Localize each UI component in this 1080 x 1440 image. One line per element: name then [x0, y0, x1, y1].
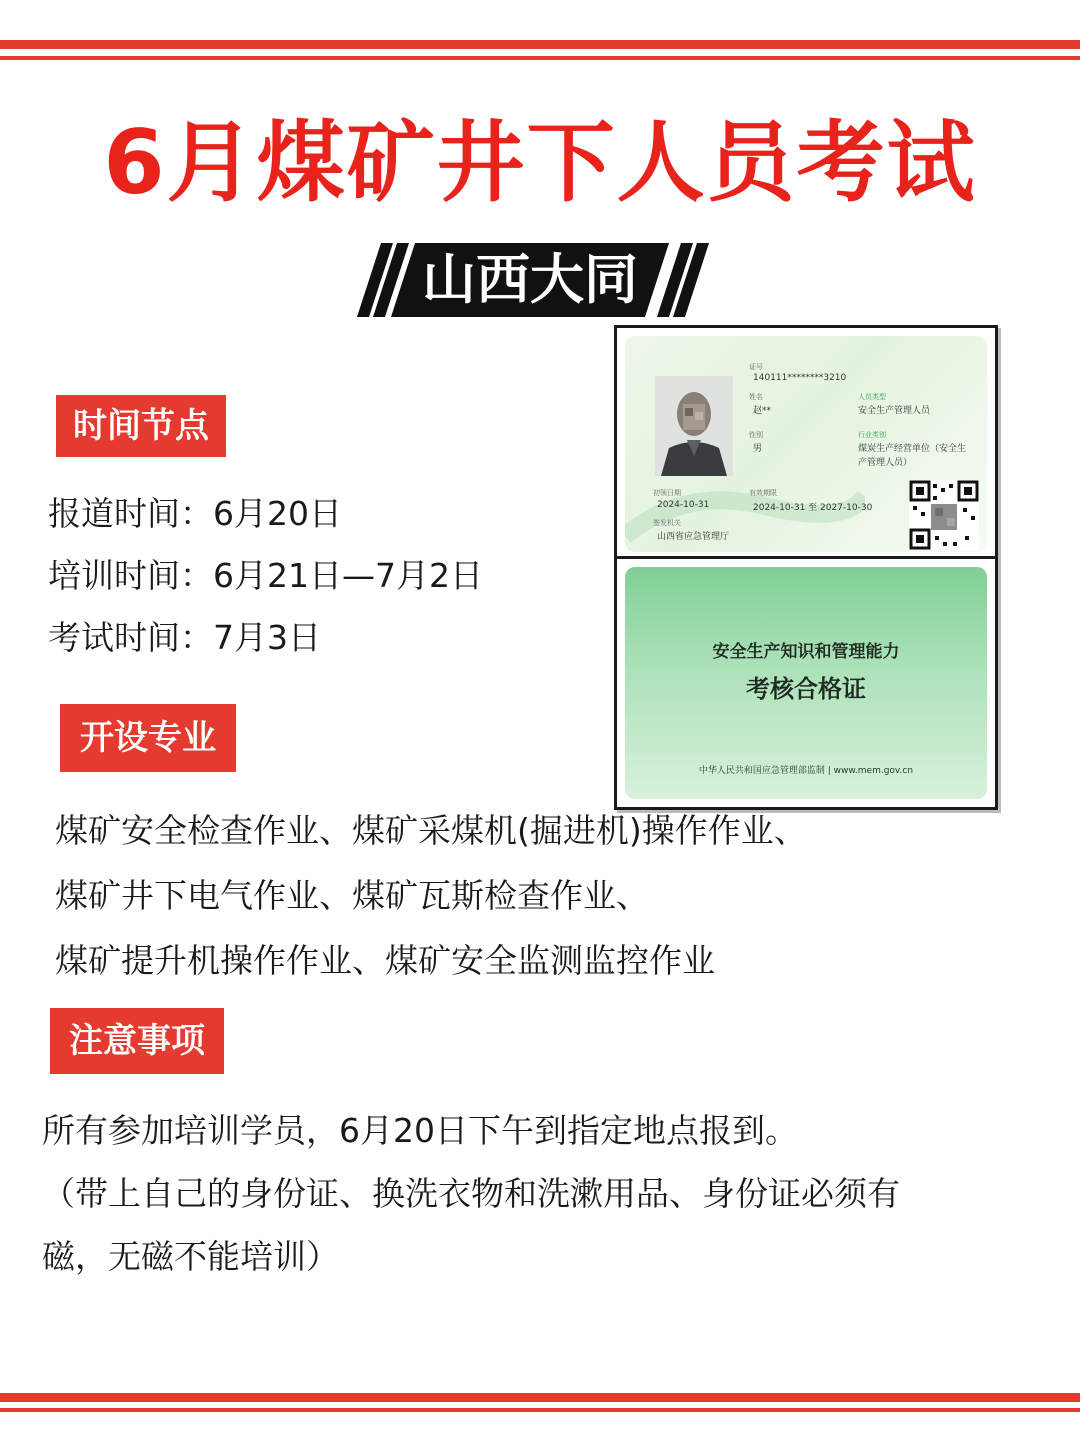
industry-value-1: 煤炭生产经营单位（安全生 — [858, 444, 967, 454]
time-line-training: 培训时间：6月21日—7月2日 — [48, 556, 483, 595]
first-label: 初领日期 — [653, 489, 681, 497]
industry-label: 行业类别 — [858, 431, 886, 439]
certificate-front — [614, 325, 998, 563]
bottom-rule-thin — [0, 1408, 1080, 1412]
top-rule-thin — [0, 56, 1080, 60]
first-value: 2024-10-31 — [657, 500, 710, 510]
id-label: 证号 — [749, 363, 763, 371]
sex-label: 性别 — [749, 431, 763, 439]
qr-code-icon — [909, 480, 979, 550]
note-line-1: 所有参加培训学员，6月20日下午到指定地点报到。 — [42, 1111, 798, 1150]
major-line-3: 煤矿提升机操作作业、煤矿安全监测监控作业 — [55, 941, 715, 980]
major-line-1: 煤矿安全检查作业、煤矿采煤机(掘进机)操作作业、 — [55, 811, 807, 850]
name-value: 赵** — [753, 406, 772, 416]
time-line-exam: 考试时间：7月3日 — [48, 618, 321, 657]
note-line-2: （带上自己的身份证、换洗衣物和洗漱用品、身份证必须有 — [42, 1174, 900, 1213]
bottom-rule-thick — [0, 1393, 1080, 1402]
certificate-back-line2: 考核合格证 — [746, 675, 866, 703]
tag-time-nodes: 时间节点 — [56, 395, 226, 457]
type-value: 安全生产管理人员 — [858, 406, 931, 416]
top-rule-thick — [0, 40, 1080, 49]
issuer-value: 山西省应急管理厅 — [657, 532, 730, 542]
certificate-back-line1: 安全生产知识和管理能力 — [712, 642, 900, 662]
location-text: 山西大同 — [422, 248, 638, 311]
issuer-label: 签发机关 — [653, 519, 681, 527]
name-label: 姓名 — [749, 393, 763, 401]
note-line-3: 磁，无磁不能培训） — [42, 1237, 339, 1276]
certificate-back-face — [625, 567, 987, 799]
holder-photo — [655, 376, 733, 476]
location-banner — [355, 243, 705, 317]
tag-majors: 开设专业 — [60, 704, 236, 772]
valid-label: 有效期限 — [749, 489, 777, 497]
industry-value-2: 产管理人员） — [858, 458, 913, 468]
time-line-report: 报道时间：6月20日 — [48, 494, 342, 533]
certificate-back-footer: 中华人民共和国应急管理部监制 | www.mem.gov.cn — [698, 766, 914, 776]
major-line-2: 煤矿井下电气作业、煤矿瓦斯检查作业、 — [55, 876, 649, 915]
valid-value: 2024-10-31 至 2027-10-30 — [753, 503, 873, 513]
page-title: 6月煤矿井下人员考试 — [103, 111, 977, 214]
sex-value: 男 — [753, 444, 763, 454]
tag-notes: 注意事项 — [50, 1008, 224, 1074]
id-value: 140111********3210 — [753, 373, 847, 383]
certificate-back — [614, 556, 998, 810]
type-label: 人员类型 — [858, 393, 886, 401]
